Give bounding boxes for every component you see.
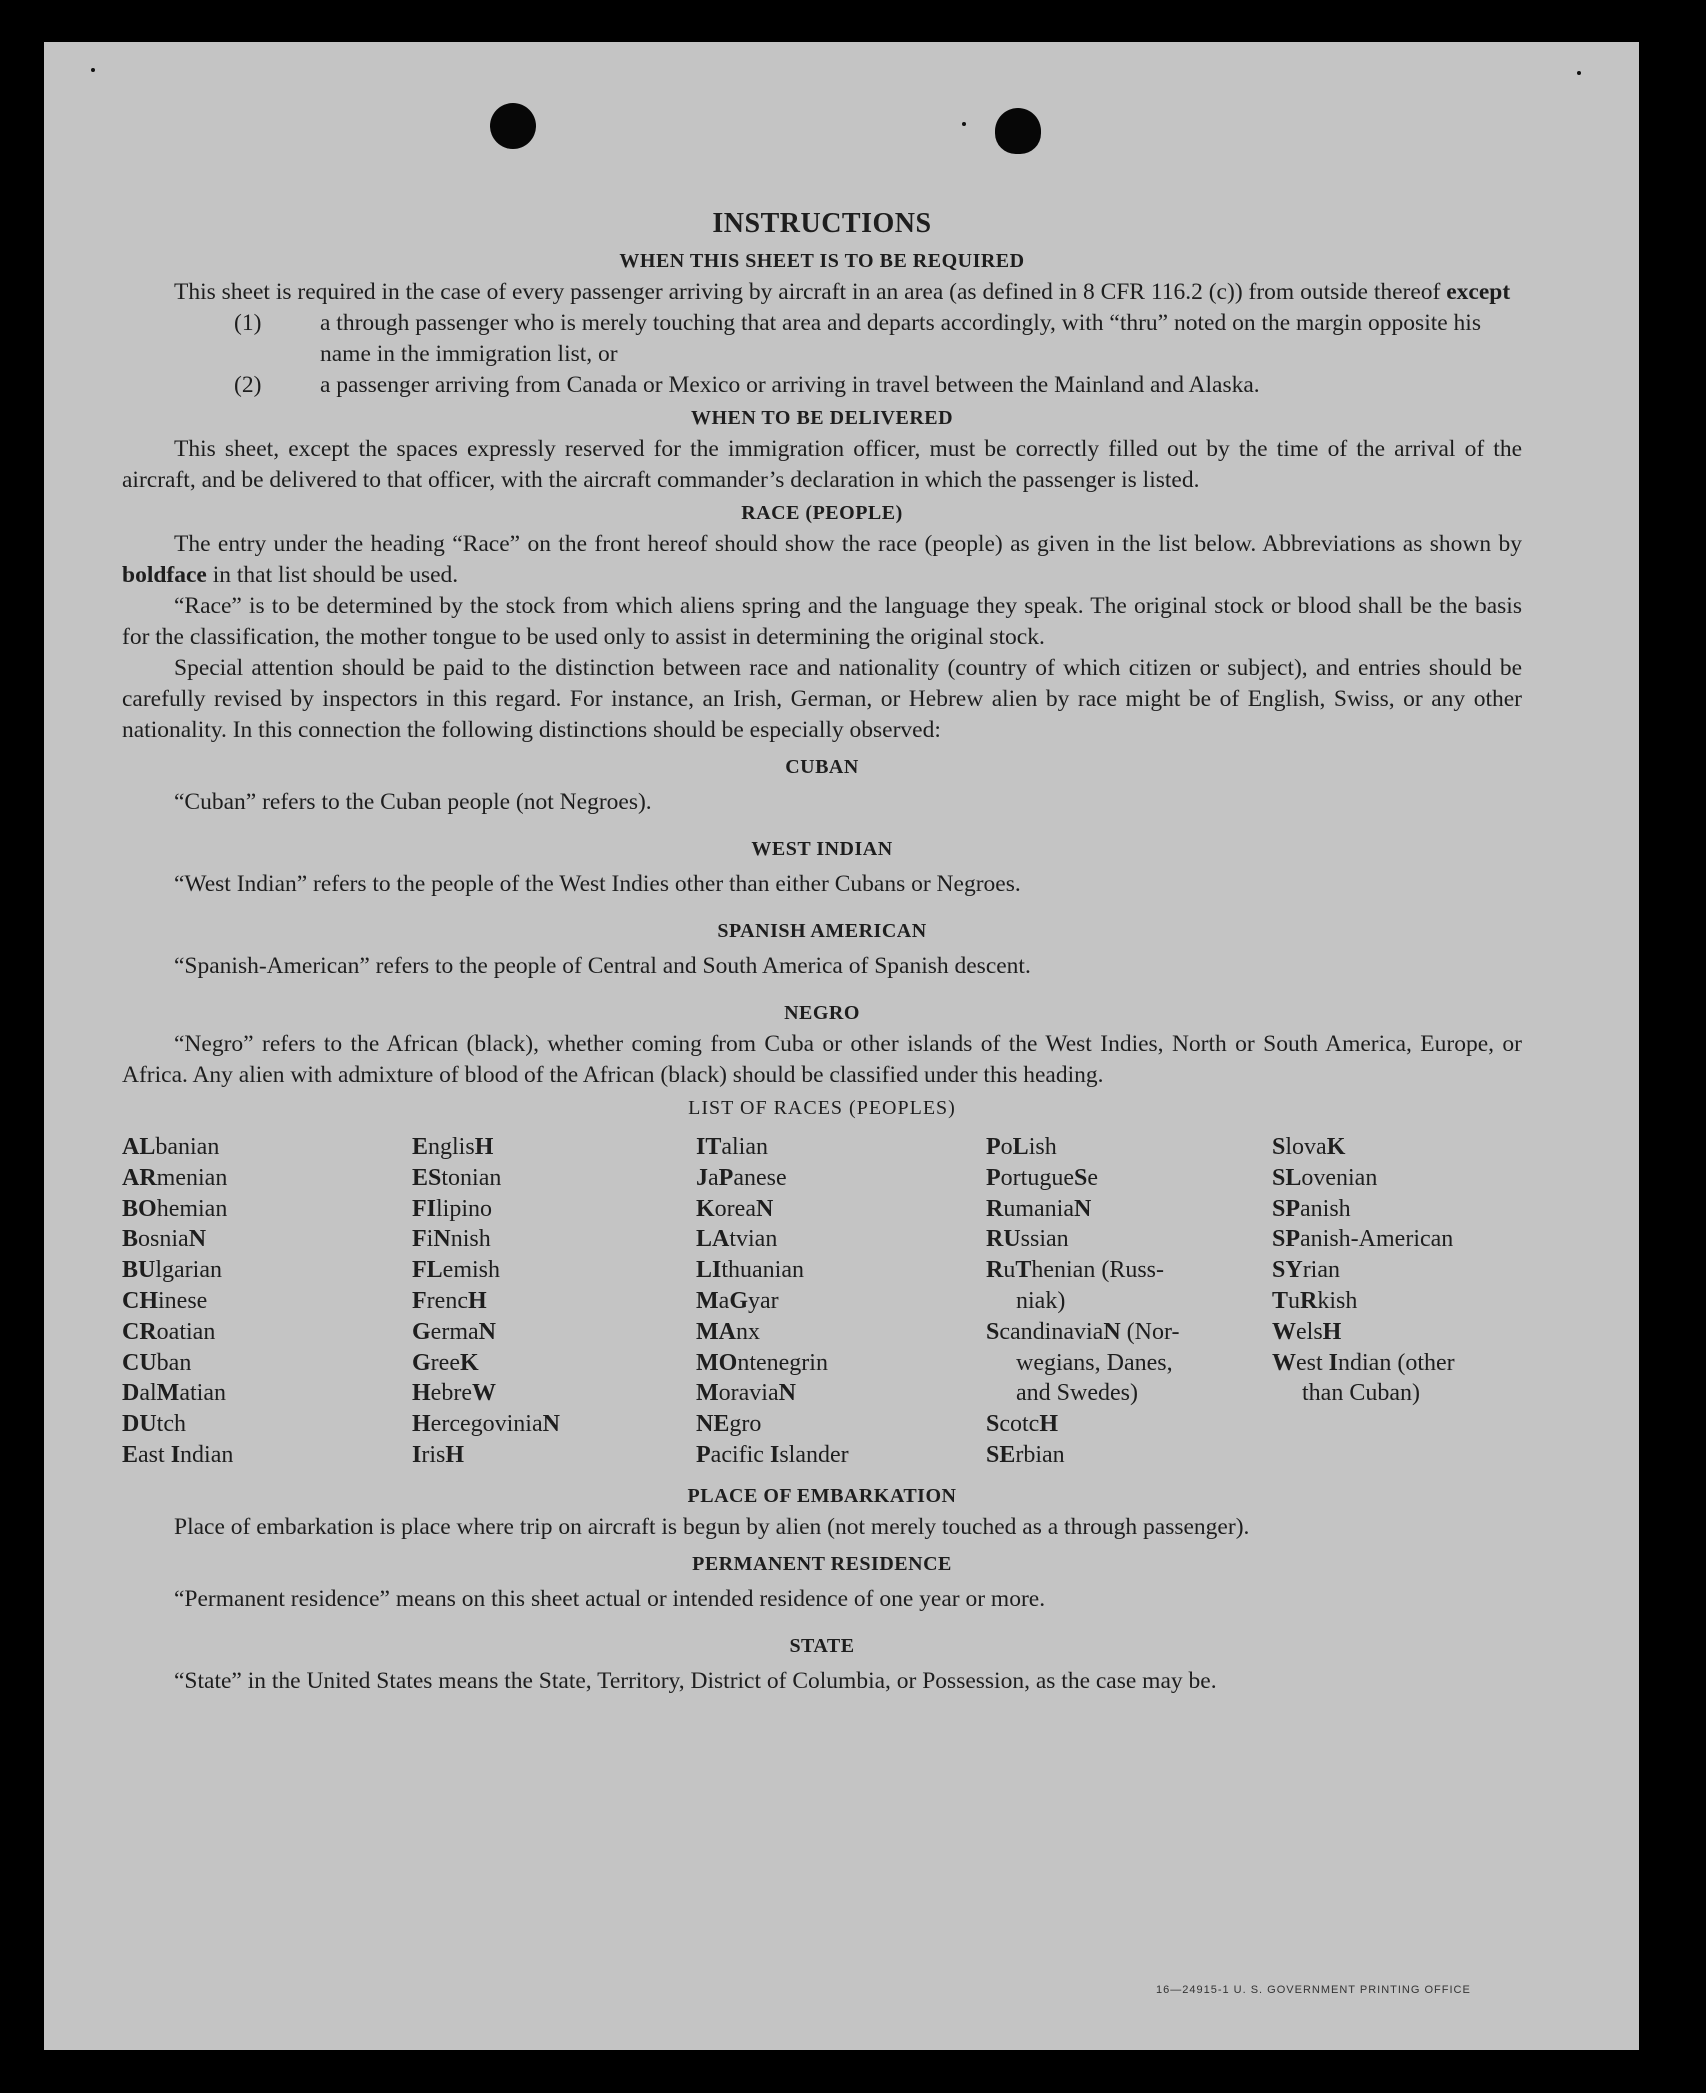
- instructions-content: [122, 208, 1522, 1697]
- race-entry: RumaniaN: [986, 1195, 1092, 1222]
- required-intro: This sheet is required in the case of every passenger arriving by aircraft in an area (as defined in 8 CFR 116.2 (c)) from outside thereof except: [174, 279, 1511, 305]
- heading-spanish-american: SPANISH AMERICAN: [717, 920, 927, 942]
- page-title: INSTRUCTIONS: [712, 208, 932, 239]
- race-entry: Pacific Islander: [696, 1441, 849, 1468]
- race-entry: LAtvian: [696, 1226, 778, 1253]
- race-entry: PoLish: [986, 1134, 1057, 1160]
- race-entry: SPanish: [1272, 1195, 1351, 1222]
- race-column-1: [122, 1132, 412, 1471]
- race-entry: ScandinaviaN (Nor-: [986, 1318, 1180, 1345]
- race-entry: GreeK: [412, 1349, 479, 1376]
- race-entry: MaGyar: [696, 1287, 779, 1314]
- race-entry: FrencH: [412, 1287, 487, 1314]
- race-entry: East Indian: [122, 1441, 234, 1468]
- race-entry: FIlipino: [412, 1195, 493, 1222]
- heading-cuban: CUBAN: [785, 756, 859, 778]
- state-text: “State” in the United States means the State, Territory, District of Columbia, or Possession, as the case may be.: [174, 1667, 1217, 1694]
- race-entry: IrisH: [412, 1441, 465, 1468]
- race-entry: HercegoviniaN: [412, 1411, 560, 1438]
- heading-west-indian: WEST INDIAN: [751, 838, 893, 860]
- race-paragraph-3: Special attention should be paid to the distinction between race and nationality (country of which citizen or subject), and entries should be carefully revised by inspectors in this regard. For instance, an Irish, German, or Hebrew alien by race might be of English, Swiss, or any other nationality. In this connection the following distinctions should be especially observed:: [122, 655, 1522, 743]
- race-entry: EnglisH: [412, 1134, 494, 1160]
- race-column-5: [1272, 1132, 1532, 1471]
- race-entry: NEgro: [696, 1411, 762, 1438]
- negro-text: “Negro” refers to the African (black), whether coming from Cuba or other islands of the West Indies, North or South America, Europe, or Africa. Any alien with admixture of blood of the African (black) should be classified under this heading.: [122, 1031, 1522, 1088]
- race-column-3: [696, 1132, 986, 1471]
- race-entry: LIthuanian: [696, 1257, 804, 1284]
- race-entry: BosniaN: [122, 1226, 207, 1253]
- spanish-american-text: “Spanish-American” refers to the people of Central and South America of Spanish descent.: [174, 953, 1031, 979]
- race-entry: TuRkish: [1272, 1287, 1358, 1314]
- race-paragraph-1: The entry under the heading “Race” on the front hereof should show the race (people) as given in the list below. Abbreviations as shown by boldface in that list should be used.: [122, 531, 1522, 588]
- race-entry: DUtch: [122, 1411, 186, 1438]
- race-entry: FLemish: [412, 1257, 500, 1284]
- race-entry: EStonian: [412, 1164, 502, 1191]
- race-column-2: [412, 1132, 696, 1471]
- race-entry: MoraviaN: [696, 1380, 796, 1407]
- race-entry: MAnx: [696, 1318, 760, 1345]
- residence-text: “Permanent residence” means on this sheet actual or intended residence of one year or more.: [174, 1585, 1046, 1612]
- race-entry: SYrian: [1272, 1257, 1340, 1284]
- race-entry: MOntenegrin: [696, 1349, 828, 1376]
- exception-item-1: (1) a through passenger who is merely touching that area and departs accordingly, with “thru” noted on the margin opposite his name in the immigration list, or: [234, 310, 1481, 367]
- race-entry: ARmenian: [122, 1164, 228, 1191]
- race-entry: SlovaK: [1272, 1134, 1346, 1160]
- race-entry: SPanish-American: [1272, 1226, 1454, 1253]
- race-list: [122, 1132, 1522, 1471]
- race-paragraph-2: “Race” is to be determined by the stock from which aliens spring and the language they speak. The original stock or blood shall be the basis for the classification, the mother tongue to be used only to assist in determining the original stock.: [122, 593, 1522, 650]
- punch-hole-left: [490, 103, 536, 149]
- race-entry: CHinese: [122, 1287, 208, 1314]
- race-column-4: [986, 1132, 1272, 1471]
- punch-hole-right: [995, 108, 1041, 154]
- heading-required: WHEN THIS SHEET IS TO BE REQUIRED: [619, 250, 1025, 272]
- heading-state: STATE: [789, 1634, 855, 1657]
- race-entry: ALbanian: [122, 1134, 220, 1160]
- heading-race: RACE (PEOPLE): [741, 502, 903, 524]
- race-entry: KoreaN: [696, 1195, 774, 1222]
- race-entry: SErbian: [986, 1441, 1065, 1468]
- heading-embarkation: PLACE OF EMBARKATION: [687, 1484, 957, 1507]
- race-entry: HebreW: [412, 1380, 496, 1407]
- cuban-text: “Cuban” refers to the Cuban people (not Negroes).: [174, 789, 652, 815]
- race-entry: DalMatian: [122, 1380, 226, 1407]
- race-entry: BOhemian: [122, 1195, 228, 1222]
- printer-imprint: 16—24915-1 U. S. GOVERNMENT PRINTING OFFICE: [1156, 1984, 1471, 1996]
- heading-permanent-residence: PERMANENT RESIDENCE: [692, 1552, 952, 1575]
- race-entry: FiNnish: [412, 1226, 491, 1253]
- race-entry: ITalian: [696, 1134, 768, 1160]
- race-entry: CRoatian: [122, 1318, 216, 1345]
- race-entry: BUlgarian: [122, 1257, 222, 1284]
- race-entry: CUban: [122, 1349, 192, 1376]
- race-entry: wegians, Danes,: [1016, 1349, 1173, 1376]
- delivered-text: This sheet, except the spaces expressly reserved for the immigration officer, must be correctly filled out by the time of the arrival of the aircraft, and be delivered to that officer, with the aircraft commander’s declaration in which the passenger is listed.: [122, 436, 1522, 493]
- race-entry: GermaN: [412, 1318, 496, 1345]
- heading-list-of-races: LIST OF RACES (PEOPLES): [688, 1097, 956, 1119]
- embarkation-text: Place of embarkation is place where trip on aircraft is begun by alien (not merely touched as a through passenger).: [174, 1513, 1250, 1540]
- race-entry: West Indian (other: [1272, 1349, 1455, 1376]
- race-entry: RuThenian (Russ-: [986, 1257, 1165, 1284]
- heading-negro: NEGRO: [784, 1002, 860, 1024]
- document-sheet: [44, 42, 1639, 2050]
- race-entry: than Cuban): [1302, 1380, 1420, 1407]
- race-entry: niak): [1016, 1287, 1066, 1314]
- exception-item-2: (2) a passenger arriving from Canada or Mexico or arriving in travel between the Mainland and Alaska.: [234, 372, 1260, 398]
- race-entry: SLovenian: [1272, 1164, 1378, 1191]
- race-entry: JaPanese: [696, 1164, 787, 1191]
- race-entry: RUssian: [986, 1226, 1069, 1253]
- west-indian-text: “West Indian” refers to the people of the West Indies other than either Cubans or Negroes.: [174, 871, 1021, 897]
- heading-delivered: WHEN TO BE DELIVERED: [690, 407, 954, 429]
- race-entry: PortugueSe: [986, 1164, 1098, 1191]
- race-entry: ScotcH: [986, 1411, 1059, 1438]
- race-entry: WelsH: [1272, 1318, 1342, 1345]
- race-entry: and Swedes): [1016, 1380, 1138, 1407]
